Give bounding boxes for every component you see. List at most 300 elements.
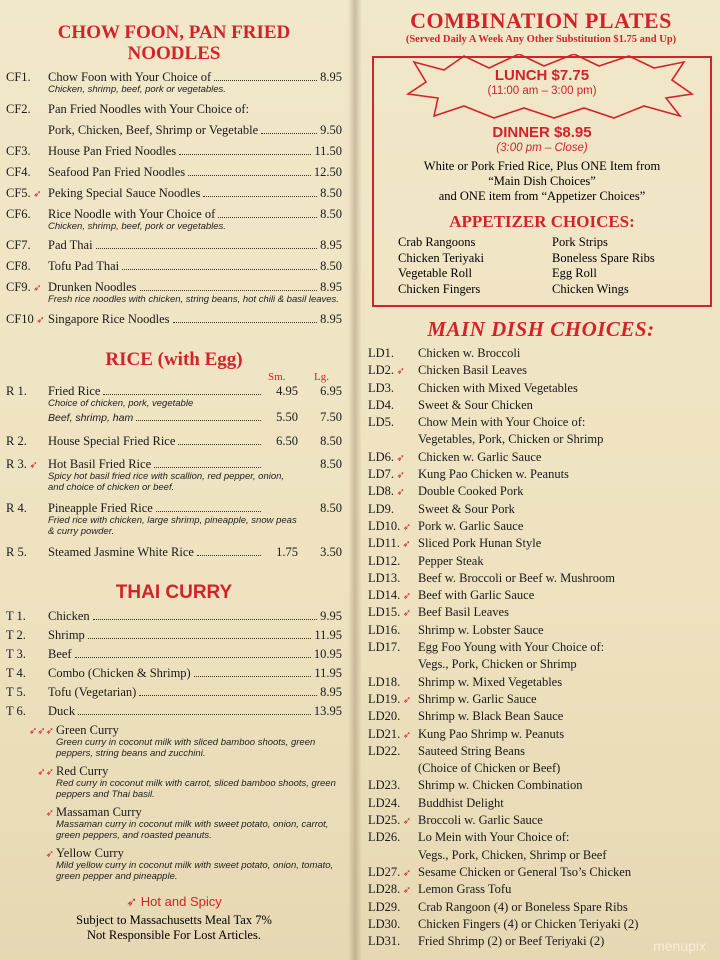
item-code <box>368 622 416 639</box>
item-code <box>368 795 416 812</box>
item-body <box>48 123 342 138</box>
item-code <box>368 933 416 950</box>
item-code <box>368 916 416 933</box>
curry-description: Massaman curry in coconut milk with sweet potato, onion, carrot, green peppers, and roasted peanuts. <box>56 819 329 841</box>
lunch-burst <box>378 58 706 120</box>
item-name: Kung Pao Chicken w. Peanuts <box>418 467 569 482</box>
item-body <box>48 102 342 117</box>
item-body <box>48 501 342 537</box>
menu-item <box>6 280 342 306</box>
item-price: 9.95 <box>320 609 342 623</box>
item-body <box>48 384 342 410</box>
thai-curry-title: THAI CURRY <box>115 582 233 603</box>
chow-foon-title-line2: NOODLES <box>127 43 221 64</box>
item-line <box>48 410 342 426</box>
dot-leader <box>78 714 311 715</box>
item-code-text: CF6. <box>6 206 31 221</box>
item-body <box>48 165 342 180</box>
dot-leader <box>214 80 317 81</box>
item-price: 8.95 <box>320 238 342 252</box>
chili-icon: ➶ <box>400 608 412 620</box>
item-code <box>368 345 416 362</box>
rice-title: RICE (with Egg) <box>105 348 243 370</box>
item-name: Sesame Chicken or General Tso’s Chicken <box>418 864 632 879</box>
item-body <box>48 704 342 719</box>
item-code-text: LD28. <box>368 882 401 897</box>
item-name: Tofu Pad Thai <box>48 259 120 273</box>
curry-description: Mild yellow curry in coconut milk with sweet potato, onion, tomato, green pepper and pineapple. <box>56 860 334 882</box>
item-name: Chow Foon with Your Choice of <box>48 70 212 84</box>
main-dish-item <box>368 535 714 552</box>
chili-icon: ➶ <box>394 487 405 499</box>
main-dish-item <box>368 812 714 829</box>
item-name: Vegs., Pork, Chicken, Shrimp or Beef <box>418 847 607 862</box>
item-code-text: CF7. <box>6 238 31 252</box>
item-name: Duck <box>48 704 76 718</box>
rice-lg-header: Lg. <box>314 370 329 383</box>
item-code-text: LD15. <box>368 605 401 620</box>
item-price-small: 4.95 <box>276 383 298 398</box>
dot-leader <box>194 676 312 677</box>
item-body <box>48 410 342 426</box>
menu-item <box>6 207 342 233</box>
item-code-text: R 2. <box>6 434 27 448</box>
dot-leader <box>136 420 261 421</box>
curry-name: Green Curry <box>56 723 119 737</box>
main-dish-item <box>368 777 714 794</box>
curry-name: Red Curry <box>56 764 109 778</box>
appetizer-list <box>378 235 706 297</box>
main-dish-item <box>368 570 714 587</box>
page-fold <box>348 0 362 960</box>
item-code <box>6 666 46 681</box>
curry-hot-level <box>6 723 54 739</box>
item-line <box>48 647 342 662</box>
chili-icon: ➶ <box>400 885 412 897</box>
item-code <box>6 165 46 180</box>
dot-leader <box>154 467 261 468</box>
item-price: 11.95 <box>314 666 342 680</box>
item-body <box>56 846 342 882</box>
main-dish-item <box>368 881 714 898</box>
combination-description <box>378 159 706 204</box>
main-dish-item <box>368 760 714 777</box>
item-line <box>48 165 342 180</box>
item-code <box>368 777 416 794</box>
item-body <box>48 259 342 274</box>
chili-icon: ➶ <box>45 849 54 860</box>
dot-leader <box>96 248 318 249</box>
curry-hot-level <box>6 846 54 862</box>
chili-icon: ➶ <box>394 366 405 378</box>
item-name: Steamed Jasmine White Rice <box>48 545 194 559</box>
main-dish-item <box>368 380 714 397</box>
main-dish-item <box>368 899 714 916</box>
item-code-text: LD25. <box>368 813 401 828</box>
item-code <box>6 207 46 222</box>
item-price: 8.50 <box>320 259 342 273</box>
item-code-text: LD3. <box>368 380 395 395</box>
menu-item <box>6 102 342 117</box>
chili-icon: ➶ <box>399 539 411 551</box>
item-line <box>48 628 342 643</box>
item-price-small: 1.75 <box>276 545 298 559</box>
menu-item <box>6 704 342 719</box>
item-name: Beef with Garlic Sauce <box>418 588 535 603</box>
item-body <box>56 723 342 759</box>
main-dish-item <box>368 483 714 500</box>
dot-leader <box>140 290 318 291</box>
item-code-text: CF8. <box>6 259 31 273</box>
item-name: Shrimp w. Black Bean Sauce <box>418 709 564 724</box>
menu-item <box>6 434 342 449</box>
menu-item <box>6 238 342 253</box>
item-code <box>368 829 416 846</box>
item-code <box>6 259 46 274</box>
menu-item <box>6 165 342 180</box>
item-code <box>6 685 46 700</box>
item-code-text: R 1. <box>6 383 27 398</box>
main-dish-item <box>368 726 714 743</box>
item-code-text: T 4. <box>6 666 26 680</box>
item-code <box>368 726 416 744</box>
item-body <box>48 666 342 681</box>
item-code-text: LD8. <box>368 484 395 499</box>
item-line <box>48 384 342 399</box>
curry-type <box>6 846 342 882</box>
item-name: Lemon Grass Tofu <box>418 882 512 897</box>
item-name: (Choice of Chicken or Beef) <box>418 761 561 776</box>
item-line <box>48 704 342 719</box>
item-code <box>368 553 416 570</box>
item-line <box>48 666 342 681</box>
item-name: Sauteed String Beans <box>418 743 525 758</box>
chili-icon: ➶ <box>400 867 412 879</box>
item-price-small: 6.50 <box>276 434 298 448</box>
item-body <box>48 609 342 624</box>
chili-icon: ➶ <box>400 729 412 741</box>
item-line <box>48 312 342 327</box>
main-dish-list <box>368 345 714 950</box>
item-name: Shrimp w. Chicken Combination <box>418 778 583 793</box>
item-description: Chicken, shrimp, beef, pork or vegetables. <box>48 84 226 95</box>
chili-icon: ➶ <box>33 314 45 326</box>
main-dish-item <box>368 916 714 933</box>
item-code-text: LD22. <box>368 743 401 758</box>
item-name: Drunken Noodles <box>48 280 137 294</box>
menu-item <box>6 457 342 493</box>
item-name: House Special Fried Rice <box>48 434 176 448</box>
item-description: Spicy hot basil fried rice with scallion, red pepper, onion, and choice of chicken or beef. <box>48 471 285 493</box>
main-dish-item <box>368 656 714 673</box>
item-name: Pork w. Garlic Sauce <box>418 518 524 533</box>
item-line <box>48 144 342 159</box>
item-line <box>48 207 342 222</box>
combination-box <box>372 56 712 307</box>
item-code <box>368 639 416 656</box>
item-body <box>48 70 342 96</box>
menu-item <box>6 545 342 560</box>
right-column <box>368 8 714 950</box>
chili-icon: ➶ <box>400 521 412 533</box>
item-code-text: LD30. <box>368 916 401 931</box>
lunch-label: LUNCH $7.75 <box>494 67 590 84</box>
curry-type <box>6 805 342 841</box>
item-price-large: 6.95 <box>320 383 342 398</box>
dot-leader <box>197 555 261 556</box>
item-code <box>368 414 416 431</box>
hot-legend <box>6 894 342 909</box>
menu-item <box>6 628 342 643</box>
item-code-text: CF10 <box>6 311 34 326</box>
menu-item <box>6 666 342 681</box>
item-name: Crab Rangoon (4) or Boneless Spare Ribs <box>418 899 628 914</box>
item-name: Shrimp <box>48 628 85 642</box>
item-code-text: T 3. <box>6 647 26 661</box>
item-code-text: LD10. <box>368 518 401 533</box>
item-name: Fried Rice <box>48 383 101 398</box>
dot-leader <box>261 133 317 134</box>
chili-icon: ➶➶ <box>37 767 54 778</box>
item-code-text: LD14. <box>368 588 401 603</box>
chow-foon-title-line1: CHOW FOON, PAN FRIED <box>57 22 291 43</box>
item-name: Chicken with Mixed Vegetables <box>418 380 578 395</box>
thai-curry-list <box>6 609 342 719</box>
item-code <box>368 501 416 518</box>
tax-note: Subject to Massachusetts Meal Tax 7% <box>76 913 272 927</box>
item-code-text: LD23. <box>368 778 401 793</box>
item-name: Peking Special Sauce Noodles <box>48 185 201 200</box>
appetizer-item: Pork Strips <box>552 235 608 249</box>
chili-icon: ➶ <box>45 808 54 819</box>
item-code-text: T 6. <box>6 704 26 718</box>
item-name: Chow Mein with Your Choice of: <box>418 415 586 430</box>
item-code-text: T 5. <box>6 685 26 699</box>
rice-column-headers <box>6 370 342 384</box>
item-line <box>48 434 342 449</box>
main-dish-item <box>368 518 714 535</box>
item-code <box>368 881 416 899</box>
item-name: Beef <box>48 647 72 661</box>
item-price: 8.95 <box>320 280 342 294</box>
main-dish-item <box>368 345 714 362</box>
chili-icon: ➶ <box>26 460 38 471</box>
item-code <box>6 280 46 296</box>
dot-leader <box>218 217 317 218</box>
item-code <box>368 674 416 691</box>
dot-leader <box>75 657 311 658</box>
item-name: Chicken w. Broccoli <box>418 346 521 360</box>
item-code-text: LD5. <box>368 415 395 430</box>
combo-desc-line1: White or Pork Fried Rice, Plus ONE Item from <box>423 159 661 173</box>
item-code-text: LD9. <box>368 501 395 516</box>
item-name: Double Cooked Pork <box>418 484 524 499</box>
lunch-hours: (11:00 am – 3:00 pm) <box>487 85 597 97</box>
item-line <box>48 609 342 624</box>
item-description: Chicken, shrimp, beef, pork or vegetables. <box>48 220 226 232</box>
curry-type <box>6 723 342 759</box>
item-code-text: LD21. <box>368 726 401 741</box>
main-dish-item <box>368 604 714 621</box>
main-dish-item <box>368 587 714 604</box>
left-column <box>6 22 342 943</box>
item-line <box>48 70 342 85</box>
item-name: Shrimp w. Lobster Sauce <box>418 622 544 637</box>
dot-leader <box>122 269 317 270</box>
main-dish-item <box>368 847 714 864</box>
item-body <box>48 186 342 201</box>
combination-title: COMBINATION PLATES <box>410 8 672 33</box>
item-code <box>368 380 416 397</box>
item-code <box>6 186 46 202</box>
item-price: 10.95 <box>313 647 342 661</box>
item-code-text: LD20. <box>368 709 401 724</box>
chili-icon: ➶ <box>394 452 405 464</box>
item-name: Egg Foo Young with Your Choice of: <box>418 640 605 655</box>
item-code-text: LD12. <box>368 553 401 568</box>
item-price: 9.50 <box>320 122 342 137</box>
menu-item <box>6 410 342 426</box>
item-code-text: LD27. <box>368 864 401 879</box>
item-line <box>48 685 342 700</box>
chili-icon: ➶ <box>400 816 412 828</box>
main-dish-item <box>368 431 714 448</box>
dot-leader <box>139 695 317 696</box>
menu-item <box>6 123 342 138</box>
item-price: 8.50 <box>320 185 342 200</box>
main-dish-item <box>368 639 714 656</box>
item-code <box>368 397 416 414</box>
curry-name: Yellow Curry <box>56 846 124 860</box>
chili-icon: ➶ <box>126 894 138 909</box>
chili-icon: ➶ <box>394 470 405 482</box>
chili-icon: ➶ <box>30 283 42 294</box>
hot-legend-text: Hot and Spicy <box>140 894 222 909</box>
chow-foon-list <box>6 70 342 327</box>
item-name: Tofu (Vegetarian) <box>48 685 137 699</box>
item-name: Pork, Chicken, Beef, Shrimp or Vegetable <box>48 122 259 137</box>
chili-icon: ➶ <box>30 188 42 200</box>
item-name: Lo Mein with Your Choice of: <box>418 830 570 845</box>
dot-leader <box>203 196 317 197</box>
item-code <box>6 238 46 253</box>
item-code <box>368 691 416 709</box>
item-line <box>48 259 342 274</box>
item-code-text: LD7. <box>368 467 395 482</box>
item-body <box>48 685 342 700</box>
dot-leader <box>93 619 317 620</box>
item-name: Vegetables, Pork, Chicken or Shrimp <box>418 432 604 447</box>
item-name: Fried Shrimp (2) or Beef Teriyaki (2) <box>418 934 605 949</box>
chili-icon: ➶ <box>400 694 412 706</box>
item-name: Pan Fried Noodles with Your Choice of: <box>48 101 250 116</box>
menu-item <box>6 312 342 327</box>
lost-note: Not Responsible For Lost Articles. <box>87 928 261 942</box>
item-name: Rice Noodle with Your Choice of <box>48 206 216 221</box>
item-code <box>368 812 416 830</box>
item-body <box>48 144 342 159</box>
chow-foon-title <box>6 22 342 64</box>
dinner-hours: (3:00 pm – Close) <box>496 142 588 154</box>
item-name: Beef w. Broccoli or Beef w. Mushroom <box>418 570 615 585</box>
item-name: Singapore Rice Noodles <box>48 311 170 326</box>
combination-subtitle: (Served Daily A Week Any Other Substitution $1.75 and Up) <box>405 34 677 45</box>
item-body <box>56 805 342 841</box>
main-dish-item <box>368 449 714 466</box>
dot-leader <box>103 394 261 395</box>
item-name: Pineapple Fried Rice <box>48 501 153 515</box>
item-price: 12.50 <box>313 164 342 179</box>
curry-types-list <box>6 723 342 882</box>
footer <box>6 894 342 943</box>
item-code <box>6 434 46 449</box>
item-body <box>48 312 342 327</box>
item-body <box>48 238 342 253</box>
item-price-large: 8.50 <box>320 457 342 471</box>
main-dish-item <box>368 674 714 691</box>
main-dish-item <box>368 466 714 483</box>
item-name: Buddhist Delight <box>418 795 504 810</box>
item-code <box>368 864 416 882</box>
curry-hot-level <box>6 805 54 821</box>
item-line <box>48 186 342 201</box>
main-dish-title: MAIN DISH CHOICES: <box>427 317 655 341</box>
item-price-large: 8.50 <box>320 501 342 515</box>
item-price: 8.95 <box>320 685 342 699</box>
dot-leader <box>178 444 261 445</box>
item-code-text: LD4. <box>368 397 395 412</box>
item-line <box>48 102 342 117</box>
item-body <box>48 280 342 306</box>
item-code-text: LD16. <box>368 622 401 637</box>
appetizer-item: Crab Rangoons <box>398 235 476 249</box>
main-dish-item <box>368 743 714 760</box>
item-price: 8.50 <box>320 206 342 221</box>
dot-leader <box>179 154 311 155</box>
item-code-text: CF1. <box>6 70 31 84</box>
curry-description: Red curry in coconut milk with carrot, sliced bamboo shoots, green peppers and Thai basil. <box>56 778 336 800</box>
item-code <box>368 604 416 622</box>
item-code <box>368 535 416 553</box>
item-name: Hot Basil Fried Rice <box>48 457 152 471</box>
item-name: Beef Basil Leaves <box>418 605 509 620</box>
menu-item <box>6 685 342 700</box>
dot-leader <box>156 511 261 512</box>
item-description: Fresh rice noodles with chicken, string beans, hot chili & basil leaves. <box>48 294 339 305</box>
item-code <box>368 449 416 467</box>
menu-item <box>6 384 342 410</box>
item-code <box>368 466 416 484</box>
main-dish-item <box>368 864 714 881</box>
item-code <box>6 102 46 117</box>
main-dish-item <box>368 691 714 708</box>
item-code-text: T 2. <box>6 628 26 642</box>
item-code <box>6 70 46 85</box>
dot-leader <box>88 638 312 639</box>
appetizer-item: Chicken Fingers <box>398 281 481 296</box>
item-code-text: CF4. <box>6 164 31 179</box>
item-name: Shrimp w. Mixed Vegetables <box>418 674 563 689</box>
item-code-text: LD29. <box>368 899 401 914</box>
item-code-text: LD18. <box>368 674 401 689</box>
item-price-large: 7.50 <box>320 410 342 424</box>
item-code <box>368 518 416 536</box>
item-code-text: CF3. <box>6 143 31 158</box>
item-name: Kung Pao Shrimp w. Peanuts <box>418 726 565 741</box>
item-code-text: CF5. <box>6 185 31 200</box>
chili-icon: ➶ <box>400 591 412 603</box>
item-code <box>368 708 416 725</box>
